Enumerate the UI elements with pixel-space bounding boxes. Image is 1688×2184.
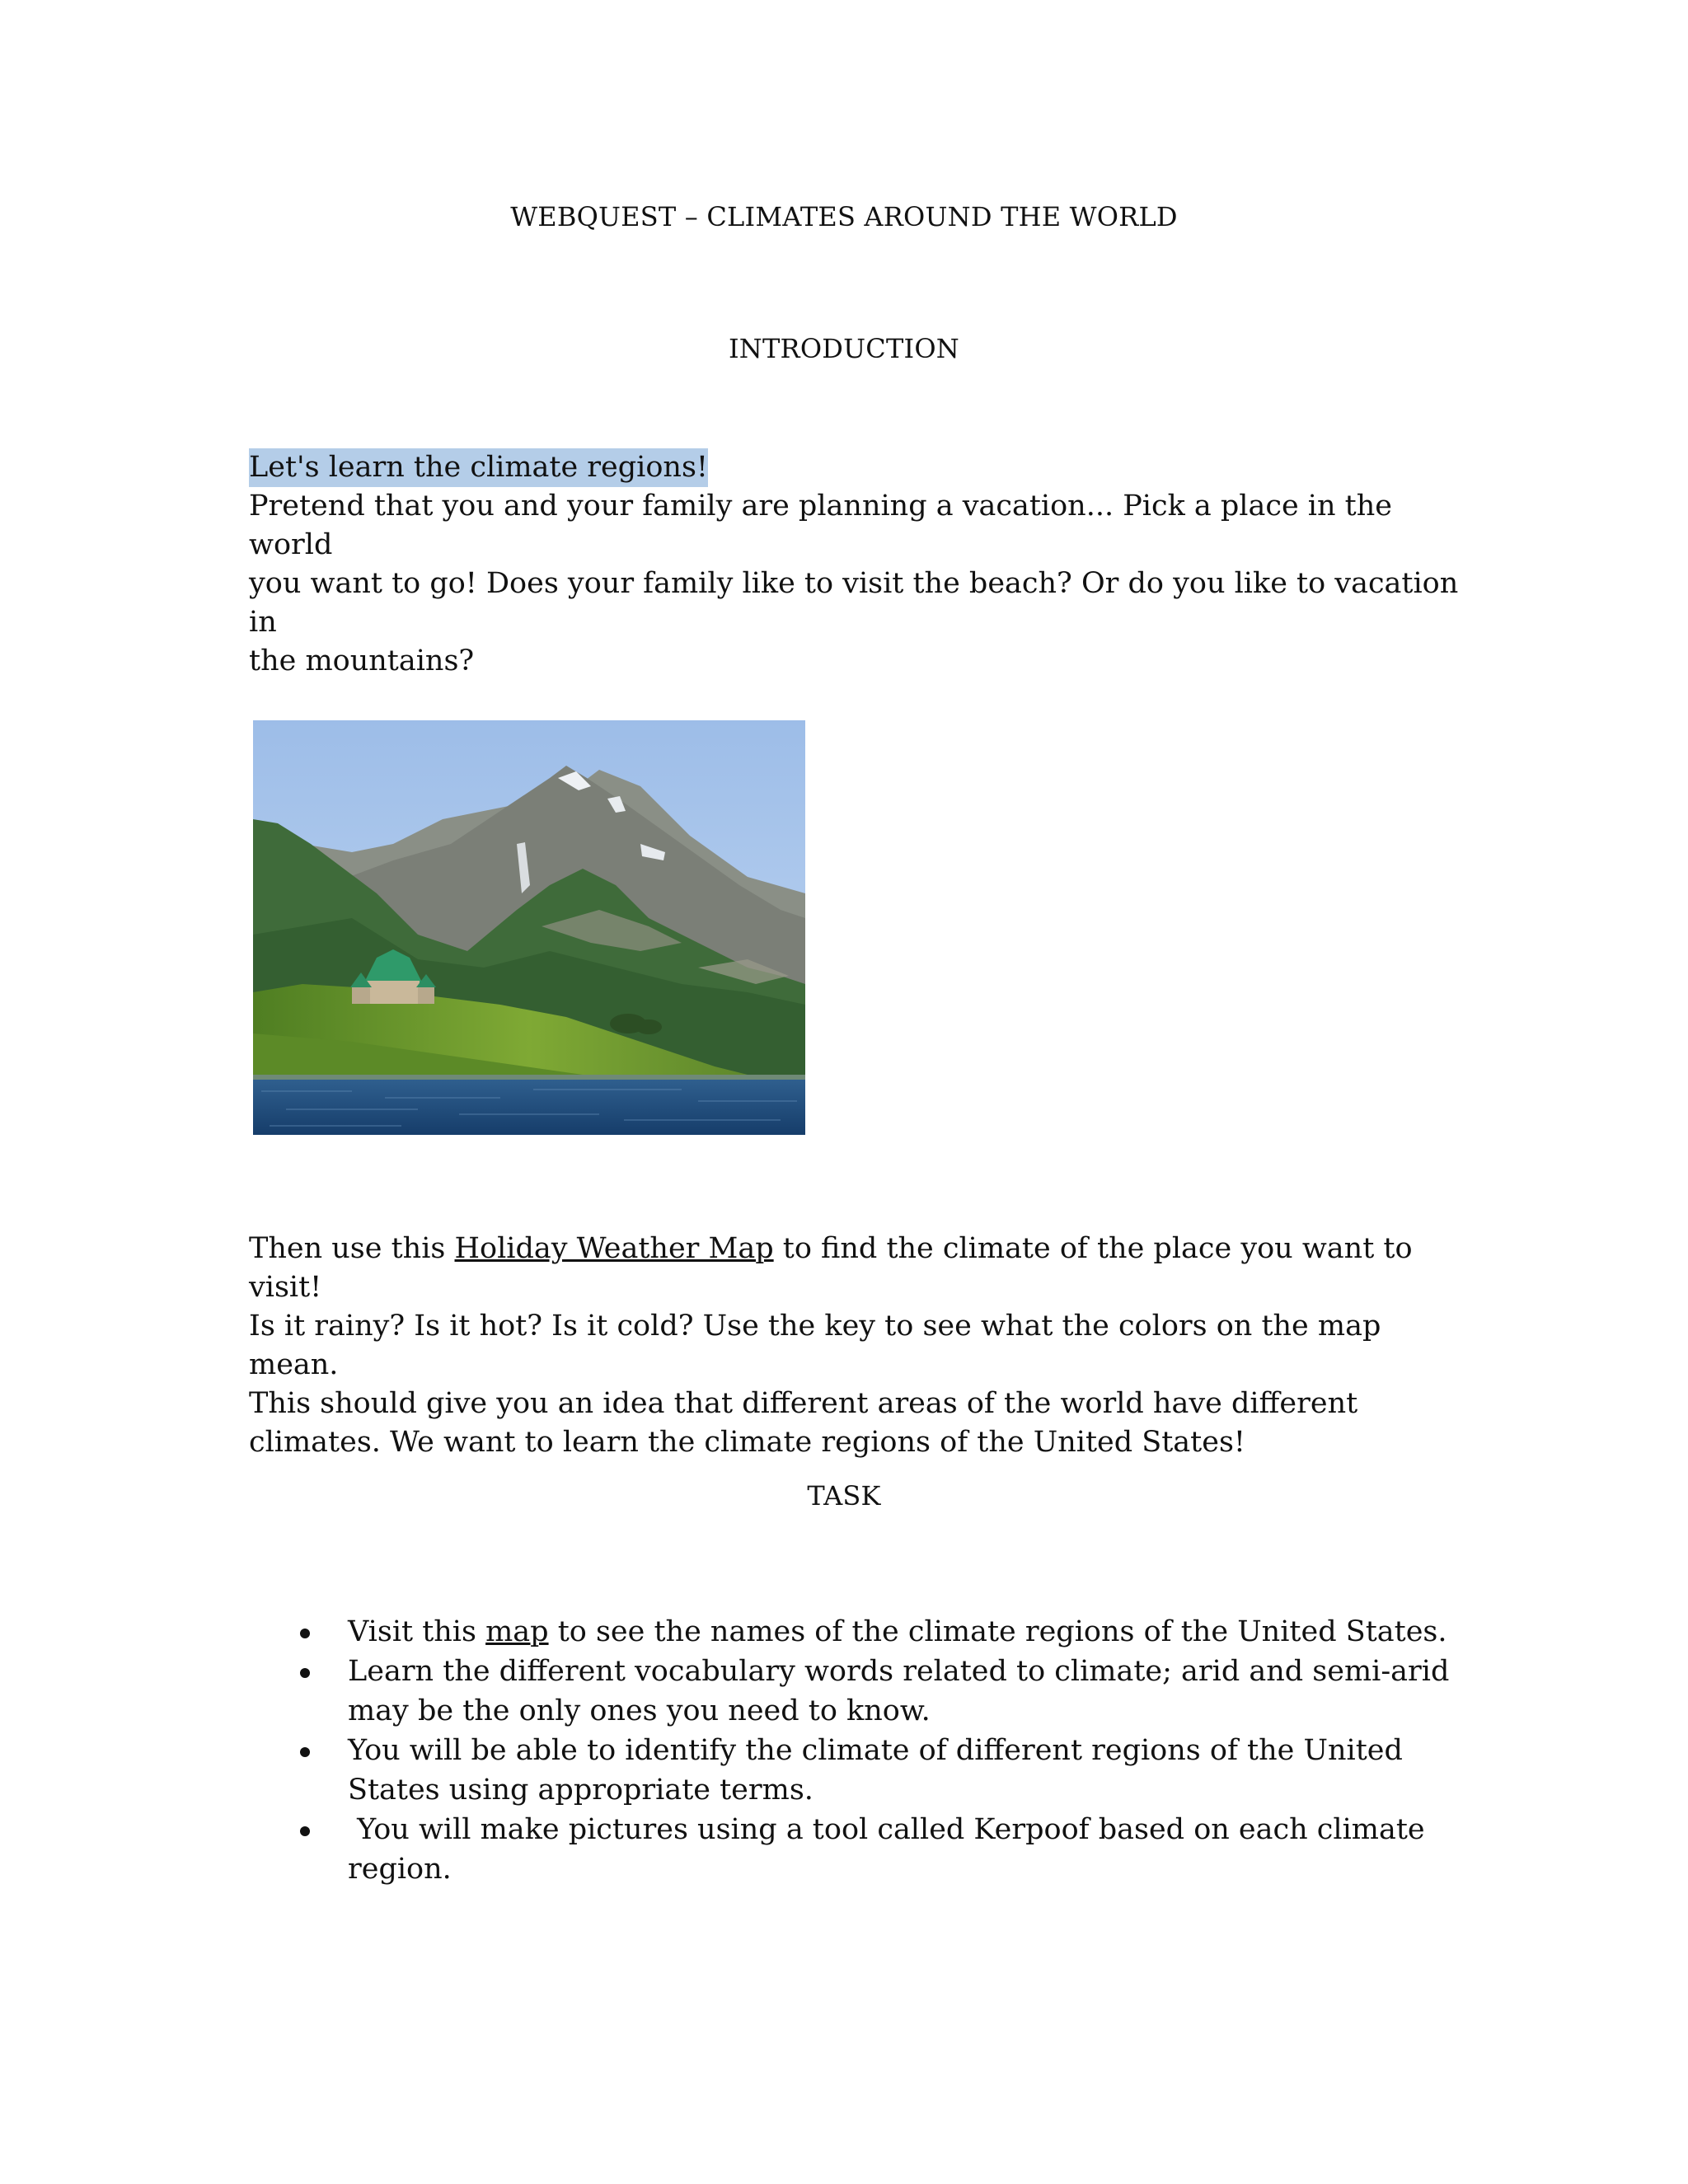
task-item: [249, 1731, 1452, 1810]
task-item-text: You will be able to identify the climate of different regions of the United States using appropriate terms.: [348, 1734, 1403, 1807]
highlighted-intro-line: Let's learn the climate regions!: [249, 448, 708, 487]
task-item: [249, 1810, 1452, 1889]
task-item-text-after: to see the names of the climate regions of the United States.: [548, 1615, 1447, 1648]
task-item-text: You will make pictures using a tool called Kerpoof based on each climate region.: [348, 1813, 1425, 1886]
task-item: [249, 1612, 1452, 1652]
task-item: [249, 1652, 1452, 1731]
introduction-heading: INTRODUCTION: [728, 333, 960, 364]
task-heading: TASK: [807, 1480, 881, 1511]
task-item-text: Learn the different vocabulary words related to climate; arid and semi-arid may be the only ones you need to know.: [348, 1655, 1450, 1727]
followup-text-after: to find the climate of the place you want to visit! Is it rainy? Is it hot? Is it cold? Use the key to see what the colors on the map mean. This should give you an idea that different areas of the world have different climates. We want to learn the climate regions of the United States!: [249, 1232, 1413, 1459]
climate-map-link[interactable]: map: [485, 1615, 549, 1648]
holiday-weather-map-link[interactable]: Holiday Weather Map: [454, 1232, 774, 1265]
mountain-lake-photo: [253, 720, 805, 1135]
introduction-paragraph: Pretend that you and your family are planning a vacation... Pick a place in the world you want to go! Does your family like to visit the beach? Or do you like to vacation in the mountains?: [249, 490, 1459, 677]
document-title: WEBQUEST – CLIMATES AROUND THE WORLD: [510, 201, 1178, 232]
introduction-text: [249, 448, 1461, 681]
followup-paragraph: [249, 1230, 1461, 1462]
followup-text-before: Then use this: [249, 1232, 455, 1265]
task-list: [249, 1612, 1452, 1889]
task-item-text-before: Visit this: [348, 1615, 486, 1648]
